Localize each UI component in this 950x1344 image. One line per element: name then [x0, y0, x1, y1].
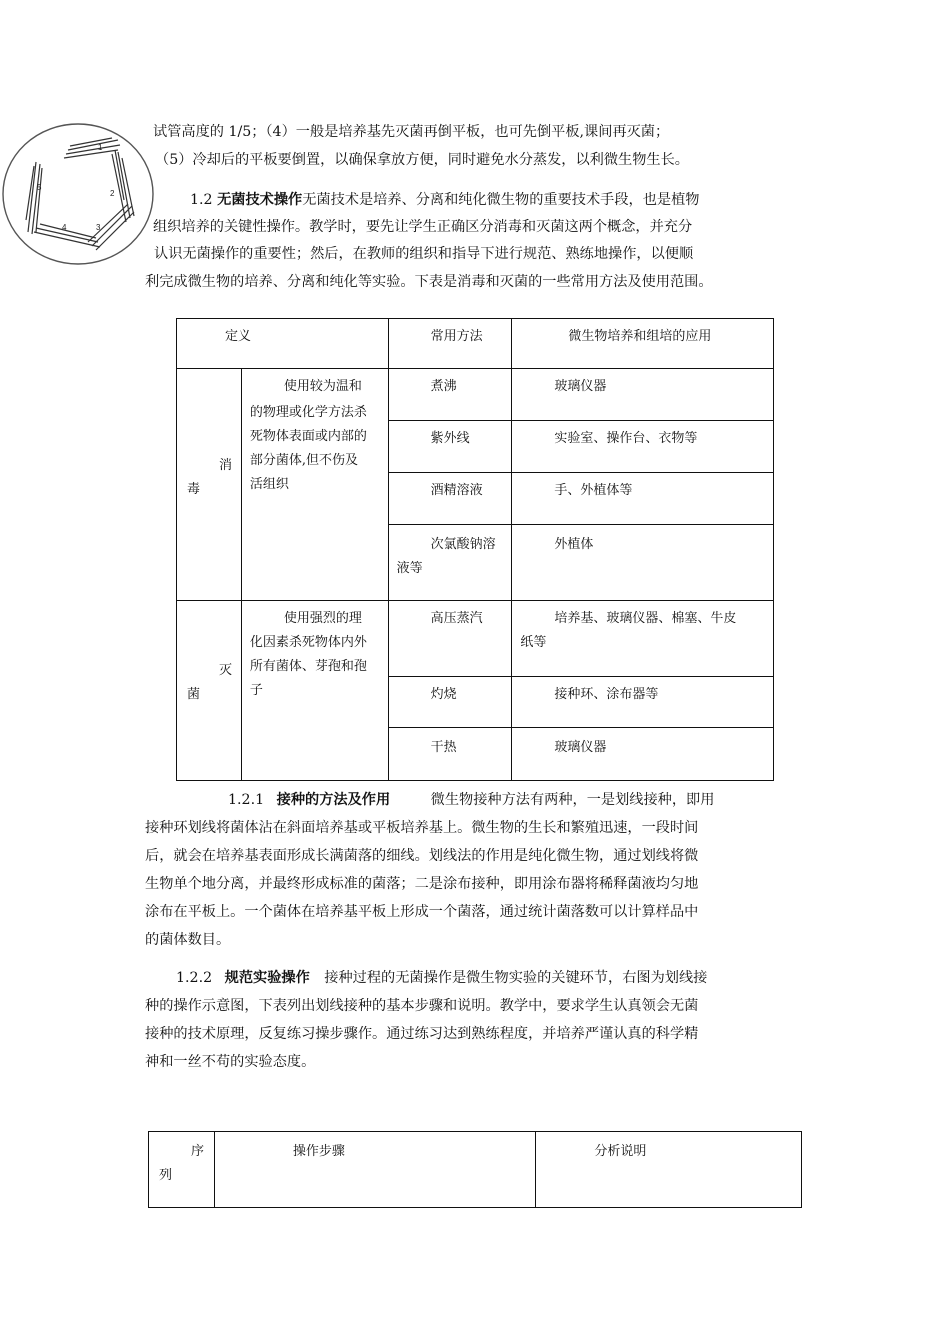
application-cell [512, 601, 774, 677]
method-text: 紫外线 [430, 431, 470, 446]
zone-label-3: 3 [96, 223, 101, 232]
streak-plate-figure [0, 120, 160, 268]
application-text: 手、外植体等 [554, 483, 633, 498]
application-cell [512, 525, 774, 601]
zone-label-2: 2 [110, 189, 115, 198]
disinfection-def-line-2: 的物理或化学方法杀 [249, 405, 367, 420]
section-1-2-1-line-6: 的菌体数目。 [145, 932, 231, 948]
streak-lines [26, 138, 134, 250]
method-cell [388, 677, 512, 728]
sterilization-def-line-2: 化因素杀死物体内外 [249, 635, 367, 650]
section-1-2-line-4: 利完成微生物的培养、分离和纯化等实验。下表是消毒和灭菌的一些常用方法及使用范围。 [145, 274, 713, 290]
table1-header-row [177, 319, 774, 369]
intro-line-2: （5）冷却后的平板要倒置，以确保拿放方便，同时避免水分蒸发，以利微生物生长。 [155, 152, 689, 168]
header-method-cell [388, 319, 512, 369]
streak-steps-table [148, 1131, 802, 1208]
method-text: 干热 [430, 740, 457, 755]
disinfection-def-line-5: 活组织 [249, 477, 289, 492]
intro-line-1: 试管高度的 1/5；（4）一般是培养基先灭菌再倒平板，也可先倒平板,课间再灭菌； [153, 124, 670, 140]
application-cell [512, 369, 774, 421]
method-cell [388, 601, 512, 677]
application-cell [512, 677, 774, 728]
method-cell [388, 473, 512, 525]
section-1-2-2-line-4: 神和一丝不苟的实验态度。 [145, 1054, 316, 1070]
disinfection-def-line-3: 死物体表面或内部的 [249, 429, 367, 444]
method-cell [388, 728, 512, 781]
steps-header: 操作步骤 [292, 1144, 345, 1159]
application-cell [512, 473, 774, 525]
section-1-2-first-line [190, 190, 700, 210]
zone-label-5: 5 [37, 183, 42, 192]
application-text: 玻璃仪器 [554, 740, 607, 755]
section-1-2-2-heading: 规范实验操作 [224, 970, 310, 986]
zone-label-4: 4 [62, 223, 67, 232]
section-1-2-text: 无菌技术是培养、分离和纯化微生物的重要技术手段，也是植物 [302, 192, 700, 208]
section-1-2-line-3: 认识无菌操作的重要性；然后，在教师的组织和指导下进行规范、熟练地操作，以便顺 [154, 246, 694, 262]
sterilization-label-a: 灭 [219, 663, 233, 678]
disinfection-def-line-1: 使用较为温和 [283, 379, 362, 394]
sterilization-def-line-3: 所有菌体、芽孢和孢 [249, 659, 367, 674]
sterilization-def-line-1: 使用强烈的理 [283, 611, 362, 626]
section-1-2-line-2: 组织培养的关键性操作。教学时，要先让学生正确区分消毒和灭菌这两个概念，并充分 [153, 219, 693, 235]
method-text: 液等 [396, 561, 423, 576]
disinfection-definition-cell [241, 369, 388, 601]
disinfection-label-b: 毒 [187, 482, 201, 497]
section-1-2-1-first-line [228, 790, 714, 810]
section-1-2-1-line-3: 后，就会在培养基表面形成长满菌落的细线。划线法的作用是纯化微生物，通过划线将微 [145, 848, 699, 864]
method-cell [388, 421, 512, 473]
header-application-cell [512, 319, 774, 369]
seq-header-b: 列 [159, 1168, 173, 1183]
method-cell [388, 369, 512, 421]
section-1-2-number: 1.2 [190, 192, 213, 208]
section-1-2-2-number: 1.2.2 [176, 970, 213, 986]
section-1-2-heading: 无菌技术操作 [217, 192, 303, 208]
header-method: 常用方法 [430, 329, 483, 344]
sterilization-definition-cell [241, 601, 388, 781]
application-cell [512, 421, 774, 473]
disinfection-def-line-4: 部分菌体,但不伤及 [249, 453, 359, 468]
section-1-2-2-line-3: 接种的技术原理，反复练习操步骤作。通过练习达到熟练程度，并培养严谨认真的科学精 [145, 1026, 699, 1042]
header-definition-cell [177, 319, 389, 369]
table2-header-row [149, 1132, 802, 1208]
analysis-header-cell [536, 1132, 802, 1208]
section-1-2-2-line-2: 种的操作示意图，下表列出划线接种的基本步骤和说明。教学中，要求学生认真领会无菌 [145, 998, 699, 1014]
application-text: 纸等 [520, 635, 547, 650]
application-cell [512, 728, 774, 781]
sterilization-def-line-4: 子 [249, 683, 263, 698]
steps-header-cell [214, 1132, 536, 1208]
section-1-2-2-first-line [176, 968, 707, 988]
section-1-2-2-text: 接种过程的无菌操作是微生物实验的关键环节，右图为划线接 [324, 970, 708, 986]
method-text: 高压蒸汽 [430, 611, 483, 626]
section-1-2-1-line-2: 接种环划线将菌体沾在斜面培养基或平板培养基上。微生物的生长和繁殖迅速，一段时间 [145, 820, 699, 836]
header-application: 微生物培养和组培的应用 [568, 329, 712, 344]
sterilization-label-b: 菌 [187, 687, 201, 702]
application-text: 实验室、操作台、衣物等 [554, 431, 698, 446]
zone-label-1: 1 [98, 143, 103, 152]
section-1-2-1-number: 1.2.1 [228, 792, 265, 808]
method-text: 次氯酸钠溶 [430, 537, 496, 552]
application-text: 玻璃仪器 [554, 379, 607, 394]
method-cell [388, 525, 512, 601]
method-text: 煮沸 [430, 379, 457, 394]
application-text: 外植体 [554, 537, 594, 552]
disinfection-sterilization-table [176, 318, 774, 781]
seq-header-cell [149, 1132, 215, 1208]
header-definition: 定义 [225, 329, 252, 344]
disinfection-label-a: 消 [219, 458, 233, 473]
seq-header-a: 序 [191, 1144, 205, 1159]
disinfection-label-cell [177, 369, 242, 601]
section-1-2-1-line-4: 生物单个地分离，并最终形成标准的菌落；二是涂布接种，即用涂布器将稀释菌液均匀地 [145, 876, 699, 892]
section-1-2-1-heading: 接种的方法及作用 [276, 792, 391, 808]
analysis-header: 分析说明 [594, 1144, 647, 1159]
application-text: 接种环、涂布器等 [554, 687, 659, 702]
section-1-2-1-line-5: 涂布在平板上。一个菌体在培养基平板上形成一个菌落，通过统计菌落数可以计算样品中 [145, 904, 699, 920]
method-text: 酒精溶液 [430, 483, 483, 498]
sterilization-label-cell [177, 601, 242, 781]
application-text: 培养基、玻璃仪器、棉塞、牛皮 [554, 611, 737, 626]
method-text: 灼烧 [430, 687, 457, 702]
section-1-2-1-text: 微生物接种方法有两种，一是划线接种，即用 [430, 792, 715, 808]
